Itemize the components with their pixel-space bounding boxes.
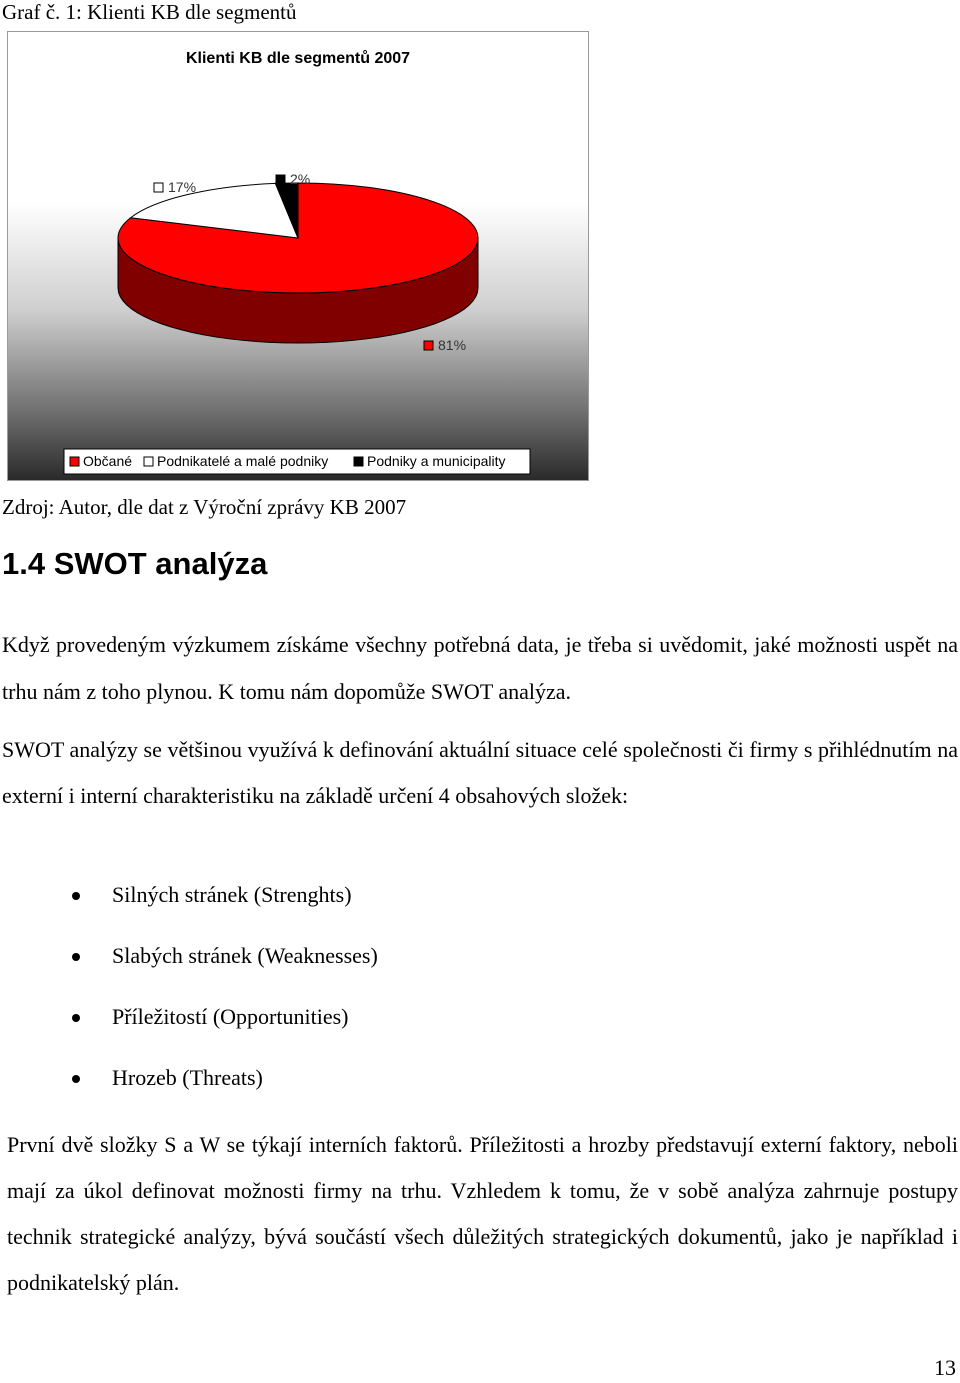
legend-label: Podnikatelé a malé podniky	[157, 453, 329, 469]
list-item-text: Silných stránek (Strenghts)	[112, 882, 352, 907]
bullet-icon	[72, 892, 80, 900]
page-number: 13	[934, 1355, 956, 1380]
data-label: 81%	[438, 337, 467, 353]
list-item	[0, 996, 378, 1057]
bullet-icon	[72, 1014, 80, 1022]
list-item-text: Příležitostí (Opportunities)	[112, 1004, 349, 1029]
list-item	[0, 874, 378, 935]
data-label: 2%	[290, 171, 311, 187]
figure-source: Zdroj: Autor, dle dat z Výroční zprávy KB 2007	[2, 495, 407, 519]
section-heading: 1.4 SWOT analýza	[2, 546, 268, 581]
paragraph-swot-definition: SWOT analýzy se většinou využívá k definování aktuální situace celé společnosti či firmy s přihlédnutím na externí i interní charakteristiku na základě určení 4 obsahových složek:	[2, 737, 958, 808]
bullet-icon	[72, 953, 80, 961]
data-label-key	[276, 175, 285, 184]
legend-label: Občané	[83, 453, 133, 469]
data-label: 17%	[168, 179, 197, 195]
pie-chart	[7, 31, 589, 481]
figure-caption: Graf č. 1: Klienti KB dle segmentů	[2, 0, 297, 24]
list-item-text: Slabých stránek (Weaknesses)	[112, 943, 378, 968]
legend-swatch	[354, 457, 363, 466]
chart-title: Klienti KB dle segmentů 2007	[185, 50, 411, 67]
paragraph-intro: Když provedeným výzkumem získáme všechny potřebná data, je třeba si uvědomit, jaké možnosti uspět na trhu nám z toho plynou. K tomu nám dopomůže SWOT analýza.	[2, 632, 958, 704]
data-label-key	[424, 341, 433, 350]
bullet-icon	[72, 1075, 80, 1083]
swot-components-list	[0, 874, 378, 1118]
pie-chart-svg	[8, 32, 588, 480]
legend-swatch	[70, 457, 79, 466]
pie-tops	[118, 183, 478, 293]
legend-swatch	[144, 457, 153, 466]
list-item	[0, 935, 378, 996]
chart-legend	[64, 449, 530, 474]
list-item-text: Hrozeb (Threats)	[112, 1065, 263, 1090]
list-item	[0, 1057, 378, 1118]
paragraph-factors: První dvě složky S a W se týkají interních faktorů. Příležitosti a hrozby představují externí faktory, neboli mají za úkol definovat možnosti firmy na trhu. Vzhledem k tomu, že v sobě analýza zahrnuje postupy technik strategické analýzy, bývá součástí všech důležitých strategických dokumentů, jako je například i podnikatelský plán.	[7, 1132, 958, 1295]
data-label-key	[154, 183, 163, 192]
legend-label: Podniky a municipality	[367, 453, 506, 469]
